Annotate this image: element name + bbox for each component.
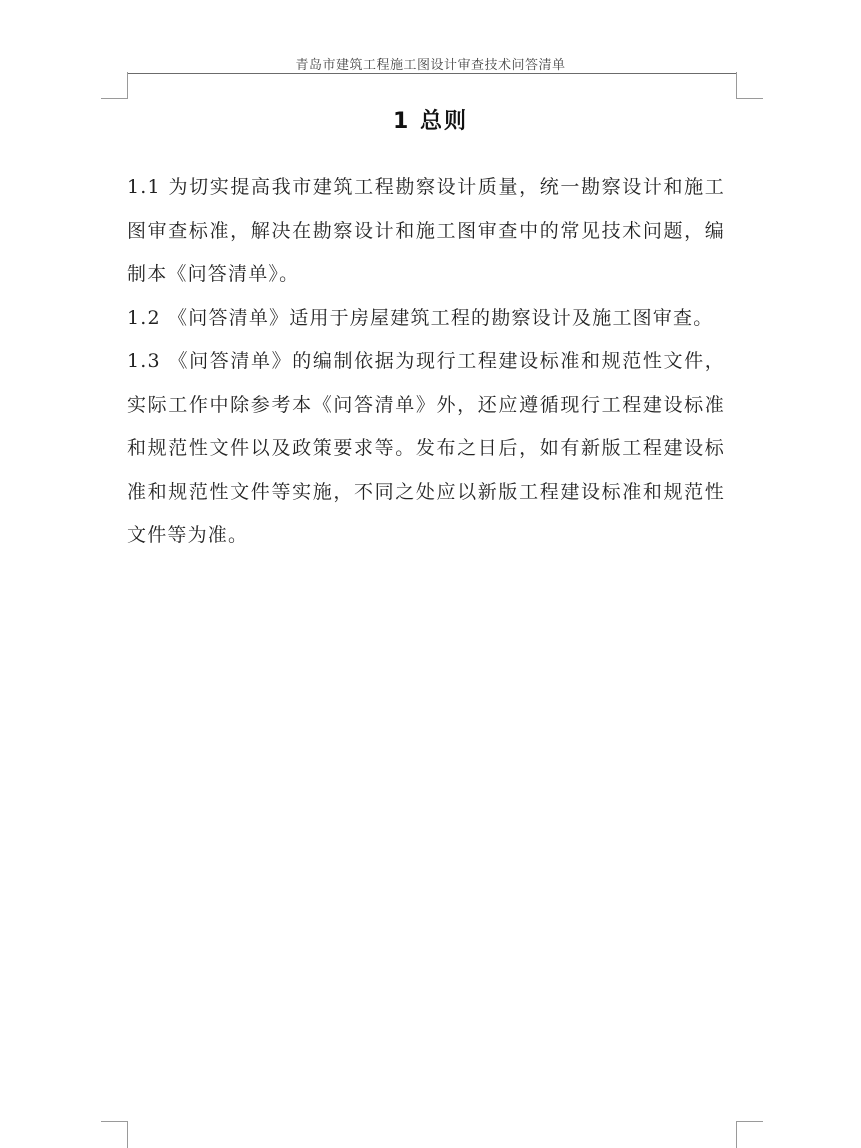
section-title: 1 总则 (393, 109, 468, 134)
crop-mark-top-right (736, 72, 763, 99)
crop-mark-bottom-left (101, 1121, 128, 1148)
running-header: 青岛市建筑工程施工图设计审查技术问答清单 (295, 58, 566, 73)
crop-mark-bottom-right (736, 1121, 763, 1148)
paragraph-1-2: 1.2 《问答清单》适用于房屋建筑工程的勘察设计及施工图审查。 (127, 306, 714, 329)
paragraph-1-1: 1.1 为切实提高我市建筑工程勘察设计质量，统一勘察设计和施工图审查标准，解决在勘察设计和施工图审查中的常见技术问题，编制本《问答清单》。 (127, 176, 725, 285)
section-body (127, 166, 725, 558)
header-rule (127, 73, 736, 74)
paragraph-1-3: 1.3 《问答清单》的编制依据为现行工程建设标准和规范性文件，实际工作中除参考本《问答清单》外，还应遵循现行工程建设标准和规范性文件以及政策要求等。发布之日后，如有新版工程建设标准和规范性文件等实施，不同之处应以新版工程建设标准和规范性文件等为准。 (127, 350, 725, 546)
crop-mark-top-left (101, 72, 128, 99)
